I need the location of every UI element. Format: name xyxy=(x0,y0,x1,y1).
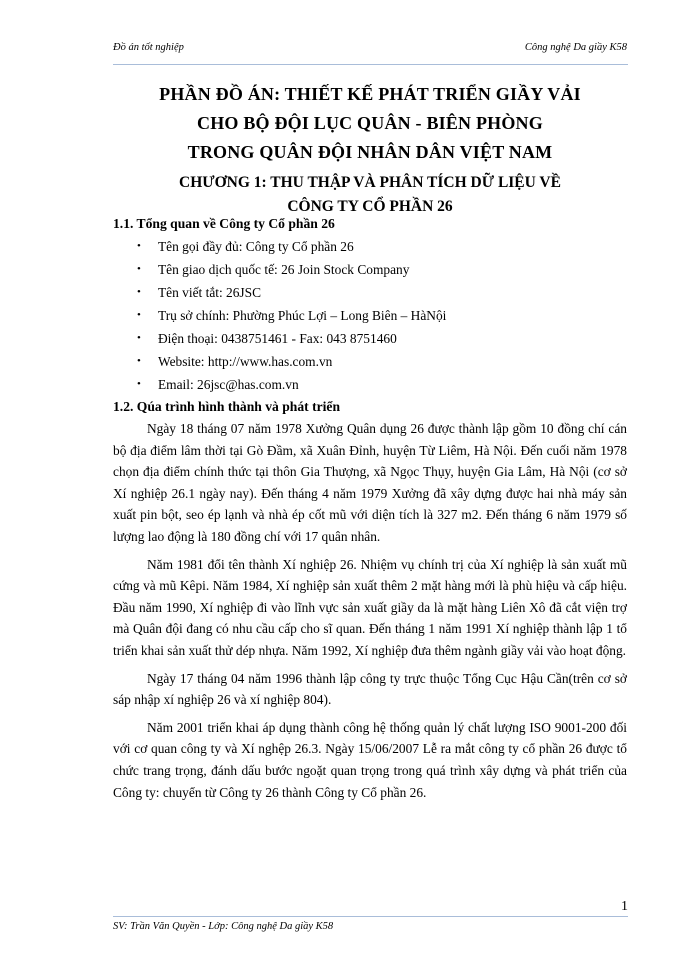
section-heading-1-1: 1.1. Tổng quan về Công ty Cổ phần 26 xyxy=(113,216,335,231)
bullet-icon: • xyxy=(137,240,141,252)
paragraph-history-1981: Năm 1981 đổi tên thành Xí nghiệp 26. Nhiệm vụ chính trị của Xí nghiệp là sản xuất mũ cứng và mũ Kêpi. Năm 1984, Xí nghiệp sản xuất thêm 2 mặt hàng mới là phù hiệu và cấp hiệu. Đầu năm 1990, Xí nghiệp đi vào lĩnh vực sản xuất giầy da là mặt hàng Liên Xô đã cắt viện trợ mà Quân đội đang có nhu cầu cấp cho sĩ quan. Đến tháng 1 năm 1991 Xí nghiệp thành lập 1 tổ triển khai sản xuất thử dép nhựa. Năm 1992, Xí nghiệp đưa thêm ngành giầy vải vào hoạt động. xyxy=(113,556,627,658)
header-divider xyxy=(113,64,628,65)
list-item-text: Tên giao dịch quốc tế: 26 Join Stock Company xyxy=(158,262,410,277)
header-course-name: Công nghệ Da giầy K58 xyxy=(524,42,627,53)
bullet-icon: • xyxy=(137,263,141,275)
list-item xyxy=(113,373,627,396)
page-number: 1 xyxy=(621,899,628,914)
bullet-icon: • xyxy=(137,378,141,390)
bullet-icon: • xyxy=(137,332,141,344)
page-header xyxy=(113,42,627,58)
list-item xyxy=(113,304,627,327)
section-heading-1-2: 1.2. Qúa trình hình thành và phát triển xyxy=(113,399,340,414)
header-document-type: Đồ án tốt nghiệp xyxy=(113,42,184,53)
list-item-text: Website: http://www.has.com.vn xyxy=(158,354,333,369)
bullet-icon: • xyxy=(137,286,141,298)
footer-divider xyxy=(113,916,628,917)
paragraph-history-1996: Ngày 17 tháng 04 năm 1996 thành lập công ty trực thuộc Tổng Cục Hậu Cần(trên cơ sở sáp nhập xí nghiệp 26 và xí nghiệp 804). xyxy=(113,670,627,708)
title-block xyxy=(113,80,627,219)
list-item-text: Điện thoại: 0438751461 - Fax: 043 8751460 xyxy=(158,331,397,346)
page-footer: SV: Trần Văn Quyền - Lớp: Công nghệ Da giầy K58 xyxy=(113,921,334,932)
bullet-icon: • xyxy=(137,355,141,367)
main-title-line-3: TRONG QUÂN ĐỘI NHÂN DÂN VIỆT NAM xyxy=(187,142,553,162)
list-item-text: Tên viết tắt: 26JSC xyxy=(158,285,262,300)
company-info-list xyxy=(113,235,627,396)
list-item xyxy=(113,327,627,350)
list-item-text: Email: 26jsc@has.com.vn xyxy=(158,377,299,392)
list-item xyxy=(113,281,627,304)
chapter-title xyxy=(113,171,627,219)
chapter-title-line-1: CHƯƠNG 1: THU THẬP VÀ PHÂN TÍCH DỮ LIỆU VỀ xyxy=(179,174,561,191)
bullet-icon: • xyxy=(137,309,141,321)
document-body xyxy=(113,213,627,803)
paragraph-history-2001: Năm 2001 triển khai áp dụng thành công hệ thống quản lý chất lượng ISO 9001-200 đối với cơ quan công ty và Xí nghệp 26.3. Ngày 15/06/2007 Lễ ra mắt công ty cổ phần 26 được tổ chức trang trọng, đánh dấu bước ngoặt quan trọng trong quá trình xây dựng và phát triển của Công ty: chuyển từ Công ty 26 thành Công ty Cổ phần 26. xyxy=(113,719,627,800)
list-item xyxy=(113,350,627,373)
list-item-text: Tên gọi đầy đủ: Công ty Cổ phần 26 xyxy=(158,239,354,254)
main-title-line-2: CHO BỘ ĐỘI LỤC QUÂN - BIÊN PHÒNG xyxy=(197,113,543,133)
paragraph-history-1978: Ngày 18 tháng 07 năm 1978 Xưởng Quân dụng 26 được thành lập gồm 10 đồng chí cán bộ địa điểm lâm thời tại Gò Đầm, xã Xuân Đỉnh, huyện Từ Liêm, Hà Nội. Đến cuối năm 1978 chọn địa điểm chính thức tại thôn Gia Thượng, xã Ngọc Thụy, huyện Gia Lâm, Hà Nội (cơ sở Xí nghiệp 26.1 ngày nay). Đến tháng 4 năm 1979 Xưởng đã xây dựng được hai nhà máy sản xuất pin bột, seo ép lạnh và nhà ép cốt mũ với diện tích là 327 m2. Đến tháng 6 năm 1979 số lượng lao động là 180 đồng chí với 17 quân nhân. xyxy=(113,421,627,544)
list-item xyxy=(113,258,627,281)
main-title-line-1: PHẦN ĐỒ ÁN: THIẾT KẾ PHÁT TRIỂN GIẦY VẢI xyxy=(159,84,581,104)
list-item-text: Trụ sở chính: Phường Phúc Lợi – Long Biên – HàNội xyxy=(158,308,447,323)
chapter-title-line-2: CÔNG TY CỔ PHẦN 26 xyxy=(287,198,453,215)
main-title xyxy=(113,80,627,167)
list-item xyxy=(113,235,627,258)
